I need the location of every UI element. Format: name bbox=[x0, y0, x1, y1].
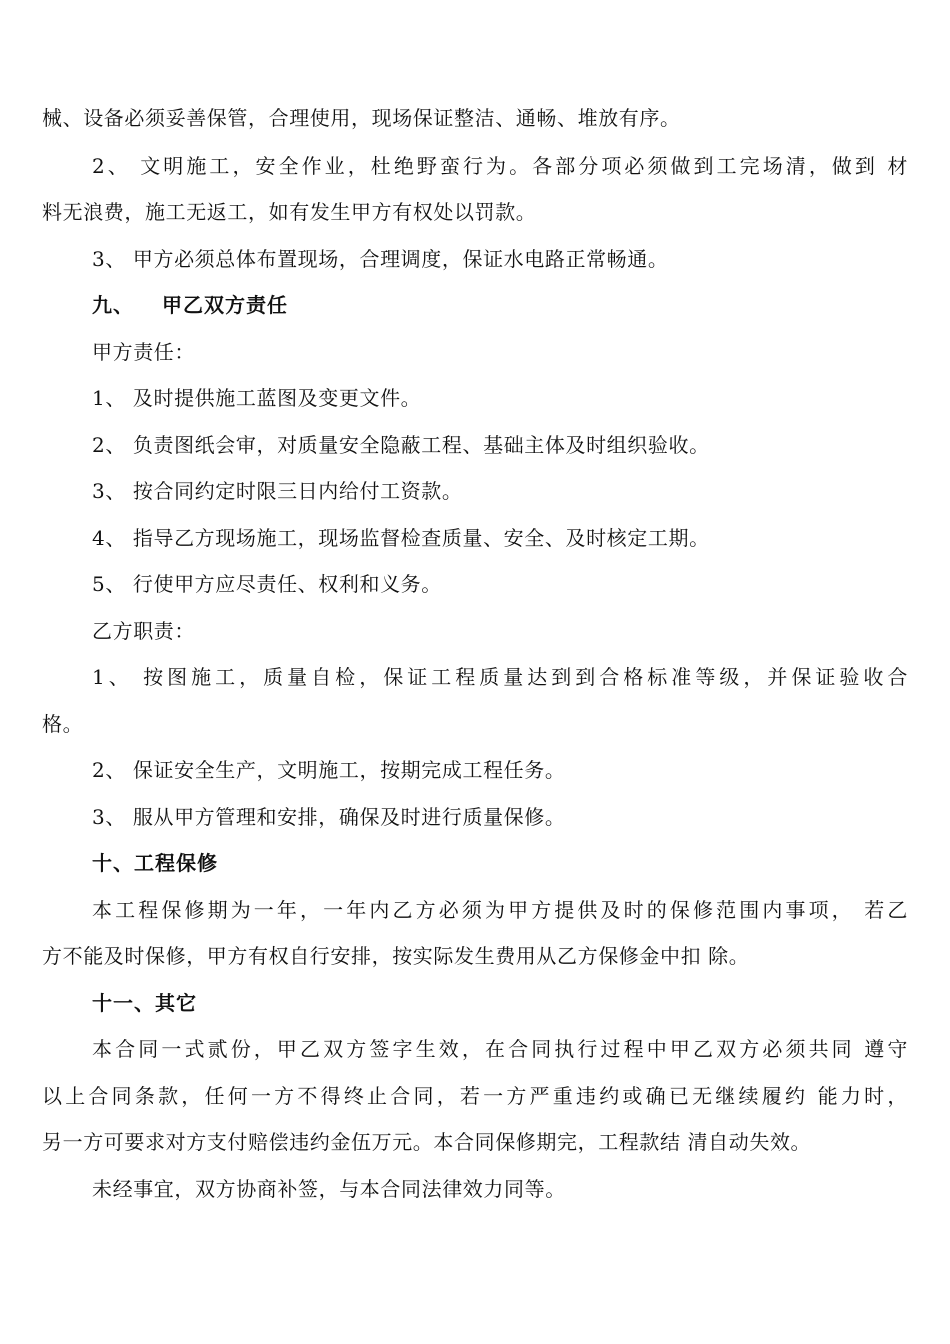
section-heading-9 bbox=[92, 291, 908, 319]
section-title: 甲乙双方责任 bbox=[162, 293, 288, 317]
section-number: 九、 bbox=[92, 293, 134, 317]
list-item: 4、 指导乙方现场施工，现场监督检查质量、安全、及时核定工期。 bbox=[92, 526, 710, 550]
party-b-subheading: 乙方职责： bbox=[92, 619, 195, 643]
list-item: 5、 行使甲方应尽责任、权利和义务。 bbox=[92, 572, 442, 596]
list-item: 2、 保证安全生产，文明施工，按期完成工程任务。 bbox=[92, 758, 566, 782]
paragraph-line: 本合同一式贰份，甲乙双方签字生效，在合同执行过程中甲乙双方必须共同 遵守 bbox=[92, 1037, 908, 1061]
paragraph-line: 另一方可要求对方支付赔偿违约金伍万元。本合同保修期完，工程款结 清自动失效。 bbox=[42, 1130, 812, 1154]
list-item: 2、 负责图纸会审，对质量安全隐蔽工程、基础主体及时组织验收。 bbox=[92, 433, 710, 457]
clause-2-line: 2、 文明施工，安全作业，杜绝野蛮行为。各部分项必须做到工完场清，做到 材 bbox=[92, 154, 908, 178]
paragraph-line: 械、设备必须妥善保管，合理使用，现场保证整洁、通畅、堆放有序。 bbox=[42, 106, 681, 130]
section-heading-11: 十一、其它 bbox=[92, 991, 197, 1015]
paragraph-line: 方不能及时保修，甲方有权自行安排，按实际发生费用从乙方保修金中扣 除。 bbox=[42, 944, 750, 968]
paragraph-line: 以上合同条款，任何一方不得终止合同，若一方严重违约或确已无继续履约 能力时， bbox=[42, 1084, 908, 1108]
clause-3-line: 3、 甲方必须总体布置现场，合理调度，保证水电路正常畅通。 bbox=[92, 247, 669, 271]
list-item: 1、 及时提供施工蓝图及变更文件。 bbox=[92, 386, 422, 410]
list-item: 3、 按合同约定时限三日内给付工资款。 bbox=[92, 479, 463, 503]
list-item: 3、 服从甲方管理和安排，确保及时进行质量保修。 bbox=[92, 805, 566, 829]
party-a-subheading: 甲方责任： bbox=[92, 340, 195, 364]
section-heading-10: 十、工程保修 bbox=[92, 851, 218, 875]
paragraph-line: 本工程保修期为一年，一年内乙方必须为甲方提供及时的保修范围内事项， 若乙 bbox=[92, 898, 908, 922]
list-item-continuation: 格。 bbox=[42, 712, 84, 736]
list-item: 1、 按图施工，质量自检，保证工程质量达到到合格标准等级，并保证验收合 bbox=[92, 665, 908, 689]
paragraph-line: 料无浪费，施工无返工，如有发生甲方有权处以罚款。 bbox=[42, 200, 537, 224]
paragraph-line: 未经事宜，双方协商补签，与本合同法律效力同等。 bbox=[92, 1177, 566, 1201]
